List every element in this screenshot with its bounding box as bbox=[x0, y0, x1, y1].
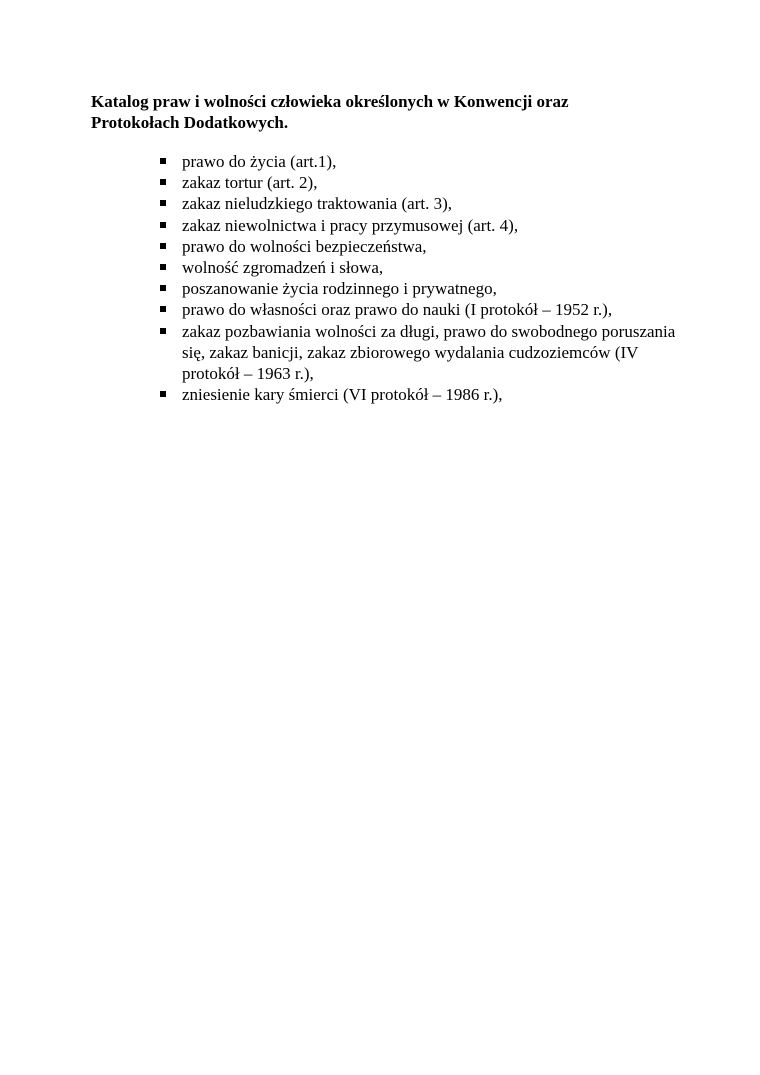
list-item bbox=[158, 321, 678, 385]
square-bullet-icon bbox=[160, 222, 166, 228]
square-bullet-icon bbox=[160, 200, 166, 206]
list-item bbox=[158, 151, 678, 172]
list-item-text: prawo do własności oraz prawo do nauki (I protokół – 1952 r.), bbox=[182, 300, 613, 320]
list-item bbox=[158, 384, 678, 405]
list-item-text: prawo do wolności bezpieczeństwa, bbox=[182, 236, 427, 256]
square-bullet-icon bbox=[160, 306, 166, 312]
list-item bbox=[158, 172, 678, 193]
list-item-text: zniesienie kary śmierci (VI protokół – 1986 r.), bbox=[182, 385, 503, 405]
list-item bbox=[158, 299, 678, 320]
list-item-text: zakaz niewolnictwa i pracy przymusowej (art. 4), bbox=[182, 215, 519, 235]
list-item bbox=[158, 257, 678, 278]
list-item bbox=[158, 215, 678, 236]
list-item-text: zakaz tortur (art. 2), bbox=[182, 173, 318, 193]
list-item bbox=[158, 236, 678, 257]
list-item-text: poszanowanie życia rodzinnego i prywatnego, bbox=[182, 279, 497, 299]
square-bullet-icon bbox=[160, 391, 166, 397]
document-title: Katalog praw i wolności człowieka określonych w Konwencji oraz Protokołach Dodatkowych. bbox=[91, 92, 569, 132]
list-item bbox=[158, 193, 678, 214]
list-item-text: wolność zgromadzeń i słowa, bbox=[182, 258, 384, 278]
square-bullet-icon bbox=[160, 285, 166, 291]
list-item-text: zakaz pozbawiania wolności za długi, prawo do swobodnego poruszania się, zakaz banicji, zakaz zbiorowego wydalania cudzoziemców (IV protokół – 1963 r.), bbox=[182, 321, 676, 384]
square-bullet-icon bbox=[160, 243, 166, 249]
square-bullet-icon bbox=[160, 158, 166, 164]
rights-list bbox=[158, 151, 678, 405]
square-bullet-icon bbox=[160, 328, 166, 334]
list-item bbox=[158, 278, 678, 299]
square-bullet-icon bbox=[160, 264, 166, 270]
list-item-text: zakaz nieludzkiego traktowania (art. 3), bbox=[182, 194, 452, 214]
square-bullet-icon bbox=[160, 179, 166, 185]
list-item-text: prawo do życia (art.1), bbox=[182, 152, 337, 171]
